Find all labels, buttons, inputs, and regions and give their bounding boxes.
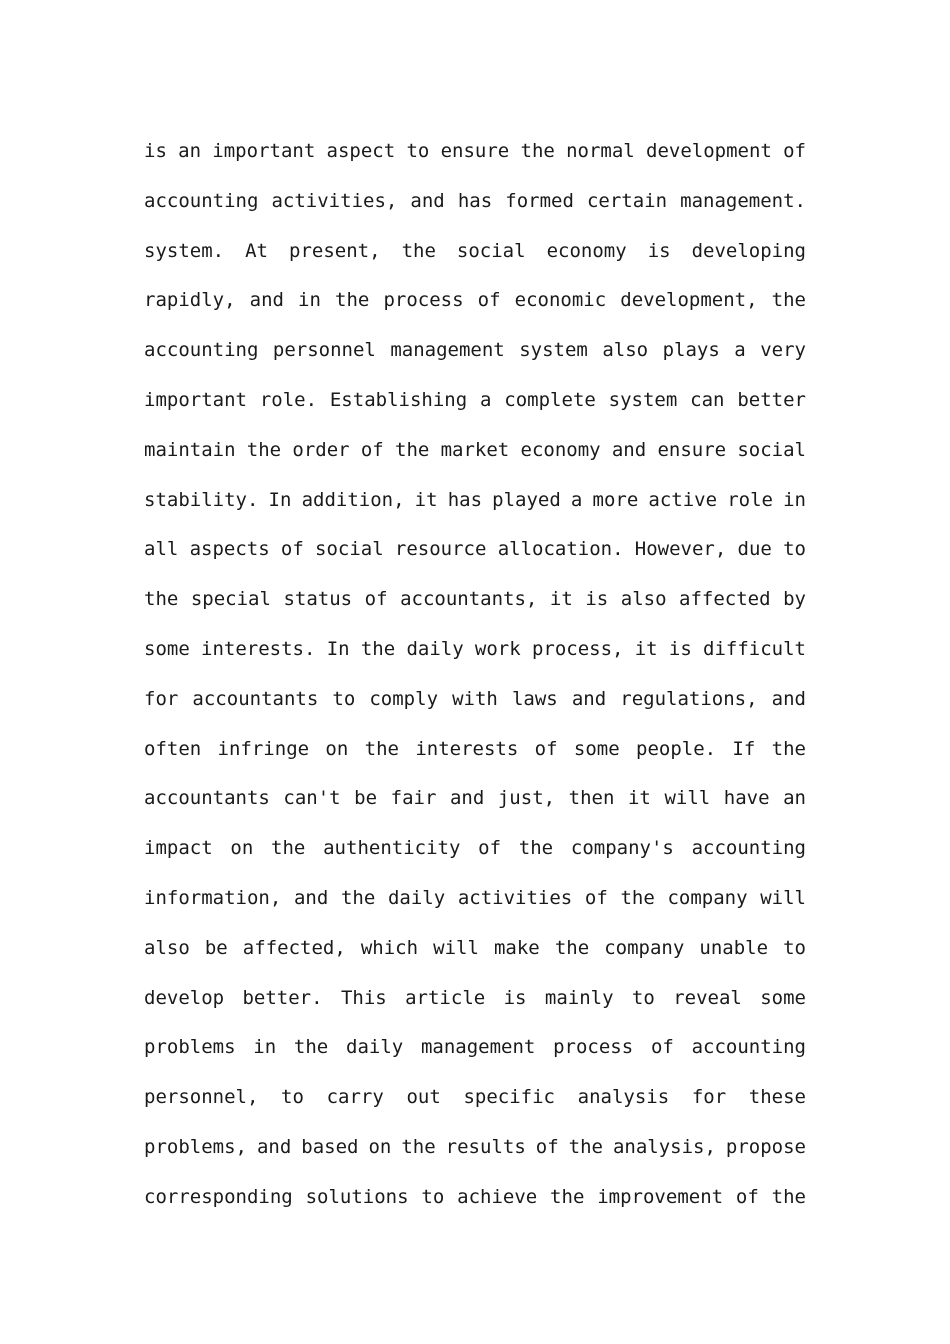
text-line: develop better. This article is mainly to reveal some [144, 986, 806, 1009]
text-line: some interests. In the daily work process, it is difficult [144, 637, 806, 660]
text-line: system. At present, the social economy is developing [144, 239, 806, 262]
body-paragraph [144, 127, 806, 1223]
text-line: all aspects of social resource allocation. However, due to [144, 538, 806, 561]
text-line: corresponding solutions to achieve the improvement of the [144, 1185, 806, 1208]
text-line: the special status of accountants, it is also affected by [144, 588, 806, 611]
text-line: for accountants to comply with laws and regulations, and [144, 687, 806, 710]
text-line: accounting activities, and has formed certain management. [144, 189, 806, 212]
text-line: accountants can't be fair and just, then it will have an [144, 787, 806, 810]
text-line: rapidly, and in the process of economic development, the [144, 289, 806, 312]
text-line: is an important aspect to ensure the normal development of [144, 140, 806, 162]
text-line: also be affected, which will make the company unable to [144, 936, 806, 959]
text-line: problems in the daily management process of accounting [144, 1036, 806, 1059]
text-line: stability. In addition, it has played a more active role in [144, 488, 806, 511]
text-line: problems, and based on the results of the analysis, propose [144, 1135, 806, 1158]
text-line: accounting personnel management system also plays a very [144, 339, 806, 362]
text-line: maintain the order of the market economy and ensure social [144, 438, 806, 461]
text-line: important role. Establishing a complete system can better [144, 388, 806, 411]
text-line: often infringe on the interests of some people. If the [144, 737, 806, 760]
text-line: impact on the authenticity of the company's accounting [144, 837, 806, 860]
text-line: personnel, to carry out specific analysis for these [144, 1086, 806, 1109]
text-line: information, and the daily activities of the company will [144, 886, 806, 909]
